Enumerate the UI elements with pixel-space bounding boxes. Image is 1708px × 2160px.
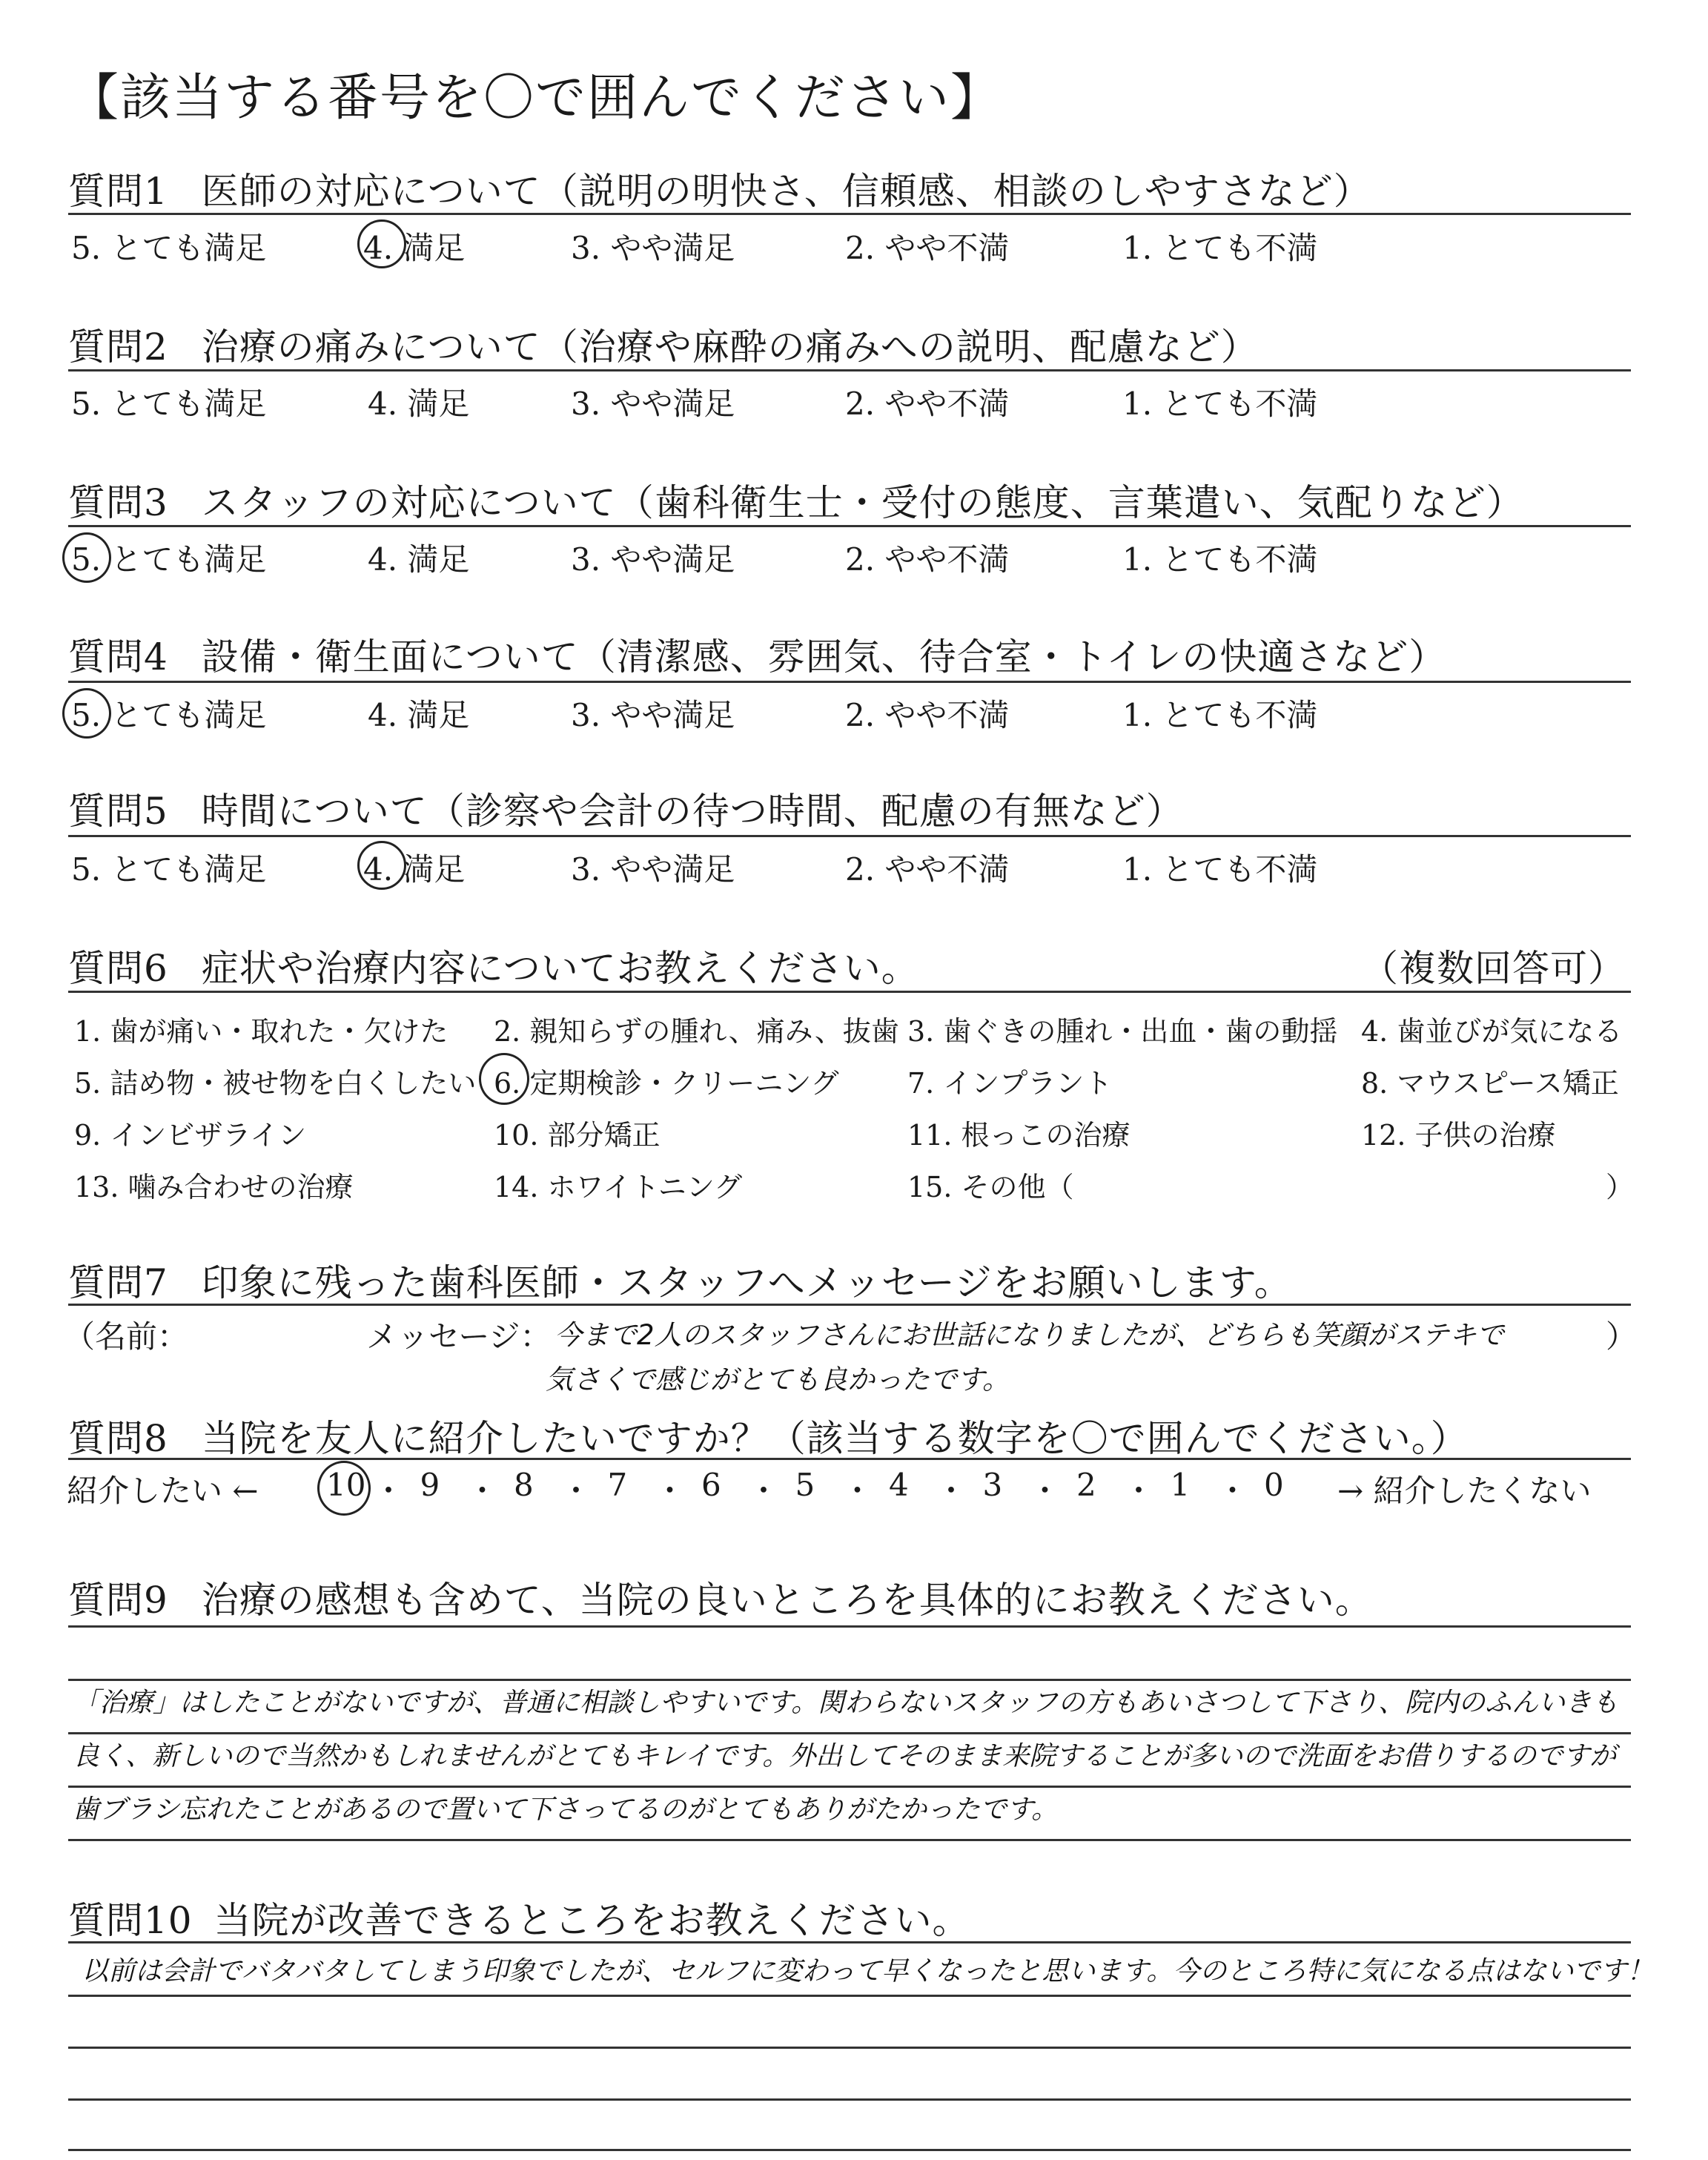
q5-option-4[interactable]: 4. 満足 <box>363 851 466 888</box>
question-6 <box>68 939 919 992</box>
q5-option-1[interactable]: 1. とても不満 <box>1122 851 1318 888</box>
divider <box>68 2098 1631 2101</box>
selection-circle <box>62 688 111 739</box>
q3-option-3[interactable]: 3. やや満足 <box>571 541 735 578</box>
selection-circle <box>357 841 406 890</box>
q6-option-6[interactable]: 6. 定期検診・クリーニング <box>494 1067 839 1100</box>
question-7 <box>68 1253 1292 1307</box>
answer-9-line-2[interactable]: 良く、新しいので当然かもしれませんがとてもキレイです。外出してそのまま来院することが多いので洗面をお借りするのですが <box>73 1741 1617 1771</box>
divider <box>68 1304 1631 1306</box>
question-3 <box>68 473 1524 526</box>
q3-option-2[interactable]: 2. やや不満 <box>845 541 1010 578</box>
question-9 <box>68 1571 1373 1624</box>
scale-separator: ・ <box>748 1473 780 1509</box>
q4-option-3[interactable]: 3. やや満足 <box>571 697 735 733</box>
q2-option-2[interactable]: 2. やや不満 <box>845 386 1010 422</box>
question-5-label: 質問5 <box>68 790 168 833</box>
q5-option-3[interactable]: 3. やや満足 <box>571 851 735 888</box>
question-8 <box>68 1409 1469 1462</box>
scale-value-6[interactable]: 6 <box>701 1467 721 1503</box>
q6-option-2[interactable]: 2. 親知らずの腫れ、痛み、抜歯 <box>494 1015 899 1048</box>
divider <box>68 1679 1631 1681</box>
q6-option-4[interactable]: 4. 歯並びが気になる <box>1361 1015 1623 1048</box>
question-10-label: 質問10 <box>68 1899 193 1942</box>
q3-option-5[interactable]: 5. とても満足 <box>71 541 267 578</box>
question-7-label: 質問7 <box>68 1261 168 1304</box>
scale-value-9[interactable]: 9 <box>420 1467 440 1503</box>
selection-circle <box>357 219 406 268</box>
scale-value-2[interactable]: 2 <box>1076 1467 1096 1503</box>
question-10 <box>68 1891 970 1944</box>
question-1-label: 質問1 <box>68 170 168 213</box>
q3-option-1[interactable]: 1. とても不満 <box>1122 541 1318 578</box>
q1-option-3[interactable]: 3. やや満足 <box>571 230 735 266</box>
scale-value-3[interactable]: 3 <box>982 1467 1003 1503</box>
question-9-label: 質問9 <box>68 1579 168 1622</box>
q6-option-7[interactable]: 7. インプラント <box>907 1067 1113 1100</box>
q1-option-1[interactable]: 1. とても不満 <box>1122 230 1318 266</box>
question-2 <box>68 317 1259 371</box>
question-1-text: 医師の対応について（説明の明快さ、信頼感、相談のしやすさなど） <box>201 170 1371 213</box>
answer-10-line-1[interactable]: 以前は会計でバタバタしてしまう印象でしたが、セルフに変わって早くなったと思います。今のところ特に気になる点はないです！ <box>82 1956 1654 1986</box>
question-4-text: 設備・衛生面について（清潔感、雰囲気、待合室・トイレの快適さなど） <box>201 635 1447 678</box>
scale-separator: ・ <box>1123 1473 1155 1509</box>
scale-separator: ・ <box>654 1473 686 1509</box>
q6-option-11[interactable]: 11. 根っこの治療 <box>907 1119 1131 1152</box>
question-4-label: 質問4 <box>68 635 168 678</box>
scale-left-label: 紹介したい ← <box>67 1473 259 1509</box>
q4-option-4[interactable]: 4. 満足 <box>368 697 470 733</box>
q1-option-4[interactable]: 4. 満足 <box>363 230 466 266</box>
answer-9-line-1[interactable]: 「治療」はしたことがないですが、普通に相談しやすいです。関わらないスタッフの方もあいさつして下さり、院内のふんいきも <box>73 1688 1619 1718</box>
q6-option-1[interactable]: 1. 歯が痛い・取れた・欠けた <box>74 1015 448 1048</box>
question-3-label: 質問3 <box>68 481 168 524</box>
divider <box>68 213 1631 215</box>
divider <box>68 525 1631 527</box>
question-1 <box>68 162 1371 215</box>
selection-circle <box>62 532 111 583</box>
question-8-label: 質問8 <box>68 1417 168 1460</box>
q1-option-2[interactable]: 2. やや不満 <box>845 230 1010 266</box>
q4-option-5[interactable]: 5. とても満足 <box>71 697 267 733</box>
scale-value-10[interactable]: 10 <box>326 1467 366 1503</box>
q4-option-1[interactable]: 1. とても不満 <box>1122 697 1318 733</box>
divider <box>68 1941 1631 1943</box>
q2-option-5[interactable]: 5. とても満足 <box>71 386 267 422</box>
scale-separator: ・ <box>373 1473 405 1509</box>
scale-value-8[interactable]: 8 <box>514 1467 534 1503</box>
message-line-2[interactable]: 気さくで感じがとても良かったです。 <box>546 1364 1010 1396</box>
scale-right-label: → 紹介したくない <box>1337 1473 1592 1509</box>
q2-option-1[interactable]: 1. とても不満 <box>1122 386 1318 422</box>
divider <box>68 1458 1631 1460</box>
message-line-1[interactable]: 今まで2人のスタッフさんにお世話になりましたが、どちらも笑顔がステキで <box>555 1319 1504 1351</box>
question-2-text: 治療の痛みについて（治療や麻酔の痛みへの説明、配慮など） <box>201 326 1259 369</box>
question-7-text: 印象に残った歯科医師・スタッフへメッセージをお願いします。 <box>201 1261 1292 1304</box>
message-label: メッセージ： <box>366 1318 552 1355</box>
question-9-text: 治療の感想も含めて、当院の良いところを具体的にお教えください。 <box>201 1579 1373 1622</box>
question-6-label: 質問6 <box>68 947 168 990</box>
question-8-text: 当院を友人に紹介したいですか？（該当する数字を〇で囲んでください。） <box>201 1417 1469 1460</box>
divider <box>68 1786 1631 1788</box>
message-close: ） <box>1606 1318 1638 1355</box>
q6-option-13[interactable]: 13. 噛み合わせの治療 <box>74 1171 354 1203</box>
scale-value-1[interactable]: 1 <box>1170 1467 1191 1503</box>
divider <box>68 1995 1631 1997</box>
question-2-label: 質問2 <box>68 326 168 369</box>
divider <box>68 1839 1631 1841</box>
q6-option-12[interactable]: 12. 子供の治療 <box>1361 1119 1556 1152</box>
q2-option-3[interactable]: 3. やや満足 <box>571 386 735 422</box>
question-6-text: 症状や治療内容についてお教えください。 <box>201 947 919 990</box>
question-3-text: スタッフの対応について（歯科衛生士・受付の態度、言葉遣い、気配りなど） <box>201 481 1524 524</box>
q5-option-5[interactable]: 5. とても満足 <box>71 851 267 888</box>
question-4 <box>68 627 1446 681</box>
divider <box>68 1732 1631 1734</box>
question-10-text: 当院が改善できるところをお教えください。 <box>214 1899 970 1942</box>
page-title: 【該当する番号を〇で囲んでください】 <box>68 69 1003 128</box>
name-label: （名前： <box>64 1318 189 1355</box>
divider <box>68 2149 1631 2151</box>
selection-circle <box>479 1053 529 1105</box>
q1-option-5[interactable]: 5. とても満足 <box>71 230 267 266</box>
question-5 <box>68 782 1184 835</box>
scale-value-7[interactable]: 7 <box>607 1467 628 1503</box>
scale-separator: ・ <box>1029 1473 1061 1509</box>
scale-value-5[interactable]: 5 <box>795 1467 815 1503</box>
divider <box>68 835 1631 837</box>
q6-option-15-close: ） <box>1606 1171 1635 1203</box>
scale-separator: ・ <box>841 1473 873 1509</box>
q5-option-2[interactable]: 2. やや不満 <box>845 851 1010 888</box>
q6-option-10[interactable]: 10. 部分矯正 <box>494 1119 661 1152</box>
scale-separator: ・ <box>1217 1473 1248 1509</box>
question-5-text: 時間について（診察や会計の待つ時間、配慮の有無など） <box>201 790 1184 833</box>
q6-option-15[interactable]: 15. その他（ <box>907 1171 1074 1203</box>
divider <box>68 2047 1631 2049</box>
scale-separator: ・ <box>466 1473 498 1509</box>
divider <box>68 991 1631 993</box>
answer-9-line-3[interactable]: 歯ブラシ忘れたことがあるので置いて下さってるのがとてもありがたかったです。 <box>73 1794 1059 1825</box>
q2-option-4[interactable]: 4. 満足 <box>368 386 470 422</box>
q6-option-3[interactable]: 3. 歯ぐきの腫れ・出血・歯の動揺 <box>907 1015 1338 1048</box>
scale-value-0[interactable]: 0 <box>1264 1467 1284 1503</box>
divider <box>68 681 1631 683</box>
divider <box>68 1625 1631 1628</box>
q6-option-5[interactable]: 5. 詰め物・被せ物を白くしたい <box>74 1067 477 1100</box>
q3-option-4[interactable]: 4. 満足 <box>368 541 470 578</box>
scale-separator: ・ <box>560 1473 592 1509</box>
q6-option-9[interactable]: 9. インビザライン <box>74 1119 307 1152</box>
q6-option-14[interactable]: 14. ホワイトニング <box>494 1171 743 1203</box>
scale-value-4[interactable]: 4 <box>889 1467 909 1503</box>
q4-option-2[interactable]: 2. やや不満 <box>845 697 1010 733</box>
q6-option-8[interactable]: 8. マウスピース矯正 <box>1361 1067 1619 1100</box>
question-6-note: （複数回答可） <box>1361 947 1626 990</box>
divider <box>68 369 1631 371</box>
scale-separator: ・ <box>936 1473 967 1509</box>
